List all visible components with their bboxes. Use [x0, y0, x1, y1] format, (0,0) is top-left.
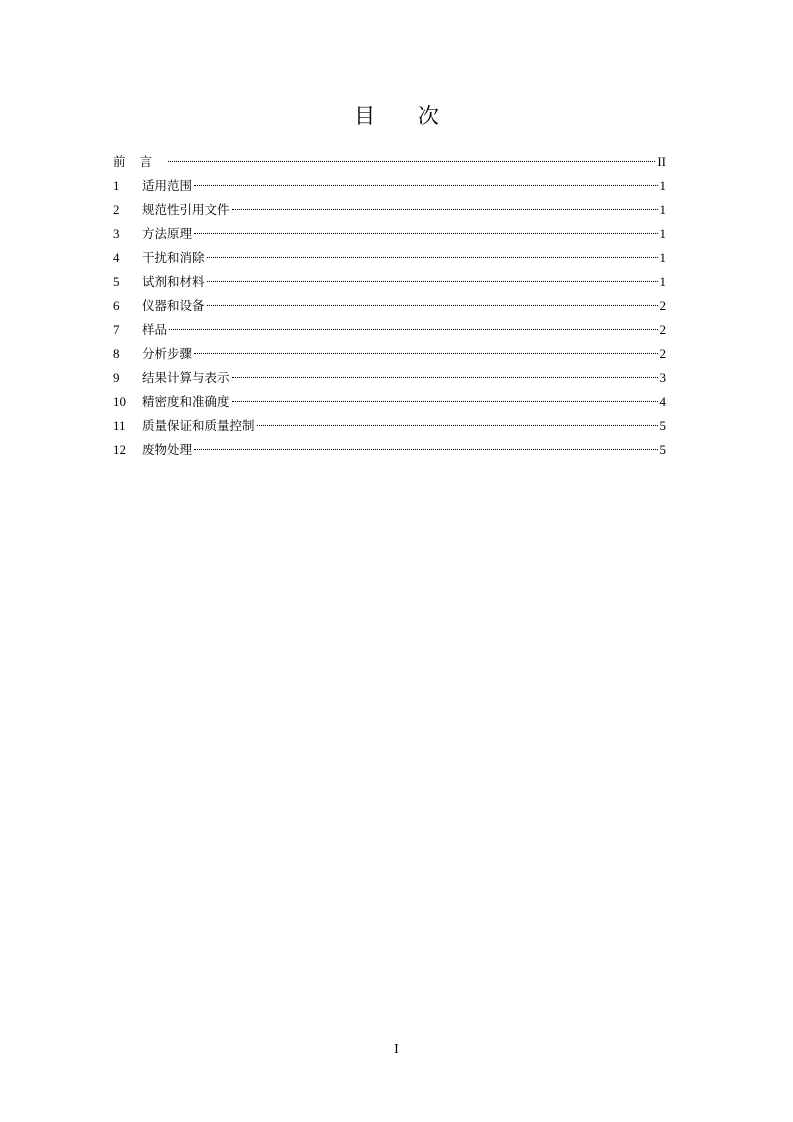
toc-entry-number: 2	[113, 202, 120, 217]
toc-entry-page: 1	[659, 178, 666, 193]
toc-entry-number: 7	[113, 322, 120, 337]
toc-entry[interactable]	[113, 366, 666, 390]
toc-entry[interactable]	[113, 294, 666, 318]
toc-entry[interactable]	[113, 222, 666, 246]
table-of-contents	[113, 150, 666, 462]
toc-dot-leader	[207, 281, 658, 282]
toc-dot-leader	[207, 305, 658, 306]
page-title: 目 次	[354, 104, 457, 128]
toc-entry[interactable]	[113, 318, 666, 342]
toc-entry-number: 5	[113, 274, 120, 289]
toc-entry-number: 3	[113, 226, 120, 241]
toc-entry-label: 精密度和准确度	[142, 394, 230, 409]
toc-entry-number: 4	[113, 250, 120, 265]
toc-entry-page: 5	[659, 418, 666, 433]
toc-entry-label: 废物处理	[142, 442, 193, 457]
toc-dot-leader	[194, 449, 657, 450]
toc-dot-leader	[232, 401, 658, 402]
toc-entry-label: 结果计算与表示	[142, 370, 230, 385]
toc-entry[interactable]	[113, 270, 666, 294]
toc-entry-page: 2	[659, 346, 666, 361]
toc-entry-label: 样品	[142, 322, 168, 337]
toc-dot-leader	[194, 233, 657, 234]
toc-entry-number: 11	[113, 418, 126, 433]
footer-page-number: I	[394, 1042, 399, 1057]
toc-entry-label: 仪器和设备	[142, 298, 205, 313]
toc-entry-label: 试剂和材料	[142, 274, 205, 289]
toc-entry-label: 规范性引用文件	[142, 202, 230, 217]
toc-entry-number: 12	[113, 442, 126, 457]
toc-dot-leader	[232, 209, 658, 210]
toc-entry-page: 2	[659, 298, 666, 313]
toc-entry-number: 1	[113, 178, 120, 193]
toc-entry-label: 质量保证和质量控制	[142, 418, 255, 433]
toc-entry-number: 10	[113, 394, 126, 409]
toc-dot-leader	[207, 257, 658, 258]
toc-entry-number: 8	[113, 346, 120, 361]
toc-entry[interactable]	[113, 390, 666, 414]
toc-entry-page: 1	[659, 250, 666, 265]
toc-entry-label: 干扰和消除	[142, 250, 205, 265]
toc-dot-leader	[194, 185, 657, 186]
toc-entry-label: 前言	[113, 154, 167, 169]
toc-entry-label: 分析步骤	[142, 346, 193, 361]
toc-entry[interactable]	[113, 174, 666, 198]
toc-entry-page: 5	[659, 442, 666, 457]
toc-entry[interactable]	[113, 246, 666, 270]
toc-entry-number: 6	[113, 298, 120, 313]
toc-dot-leader	[257, 425, 658, 426]
toc-entry-page: 2	[659, 322, 666, 337]
toc-entry-page: II	[657, 154, 666, 169]
toc-entry-preface[interactable]	[113, 150, 666, 174]
toc-dot-leader	[194, 353, 657, 354]
toc-entry[interactable]	[113, 198, 666, 222]
toc-entry-label: 方法原理	[142, 226, 193, 241]
toc-entry[interactable]	[113, 438, 666, 462]
toc-dot-leader	[232, 377, 658, 378]
toc-entry-page: 1	[659, 274, 666, 289]
toc-entry-page: 1	[659, 202, 666, 217]
toc-entry[interactable]	[113, 342, 666, 366]
toc-entry-page: 3	[659, 370, 666, 385]
toc-entry-number: 9	[113, 370, 120, 385]
toc-dot-leader	[169, 329, 657, 330]
toc-entry-page: 4	[659, 394, 666, 409]
toc-entry-page: 1	[659, 226, 666, 241]
toc-entry[interactable]	[113, 414, 666, 438]
toc-dot-leader	[168, 161, 655, 162]
toc-entry-label: 适用范围	[142, 178, 193, 193]
